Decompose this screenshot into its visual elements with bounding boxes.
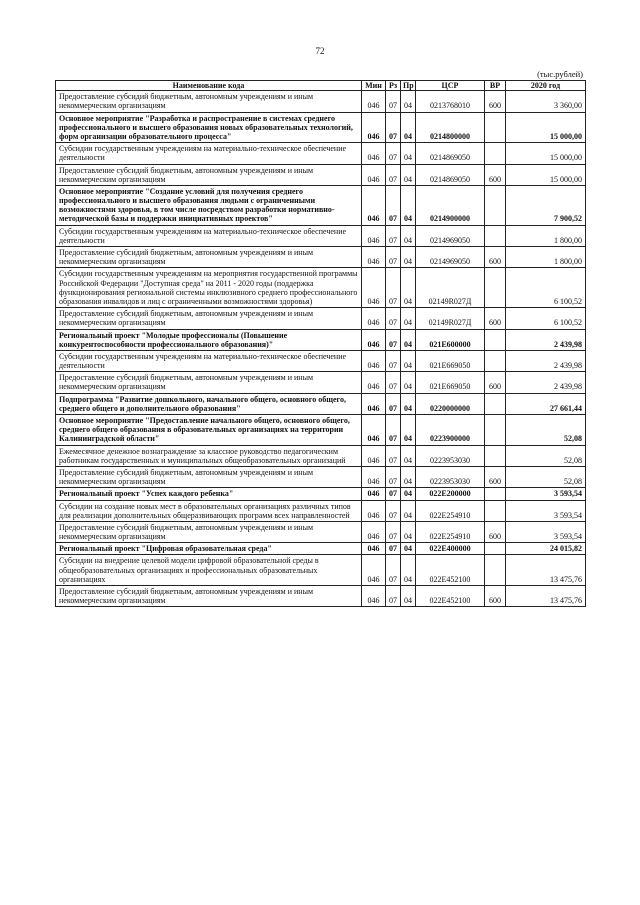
cell-sum: 52,08 <box>506 445 586 466</box>
cell-min: 046 <box>362 112 386 143</box>
cell-csr: 0223953030 <box>416 466 485 487</box>
cell-name: Субсидии государственным учреждениям на материально-техническое обеспечение деятельности <box>56 350 362 371</box>
cell-pr: 04 <box>401 247 416 268</box>
cell-csr: 0214869050 <box>416 143 485 164</box>
table-row <box>56 308 586 329</box>
cell-name: Региональный проект "Успех каждого ребенка" <box>56 488 362 500</box>
units-label: (тыс.рублей) <box>537 69 583 79</box>
table-row <box>56 185 586 225</box>
col-header-pr: Пр <box>401 81 416 91</box>
table-row <box>56 329 586 350</box>
cell-name: Ежемесячное денежное вознаграждение за классное руководство педагогическим работникам государственных и муниципальных общеобразовательных организаций <box>56 445 362 466</box>
cell-csr: 0214900000 <box>416 185 485 225</box>
cell-pr: 04 <box>401 586 416 607</box>
cell-pr: 04 <box>401 445 416 466</box>
cell-csr: 022E200000 <box>416 488 485 500</box>
cell-name: Субсидии на внедрение целевой модели цифровой образовательной среды в общеобразовательных организациях и профессиональных образовательных организациях <box>56 555 362 586</box>
table-row <box>56 466 586 487</box>
cell-name: Предоставление субсидий бюджетным, автономным учреждениям и иным некоммерческим организациям <box>56 164 362 185</box>
cell-rz: 07 <box>386 91 401 112</box>
cell-pr: 04 <box>401 350 416 371</box>
cell-min: 046 <box>362 586 386 607</box>
cell-rz: 07 <box>386 543 401 555</box>
cell-rz: 07 <box>386 521 401 542</box>
cell-rz: 07 <box>386 308 401 329</box>
header-row <box>56 81 586 91</box>
table-row <box>56 91 586 112</box>
cell-rz: 07 <box>386 112 401 143</box>
cell-min: 046 <box>362 247 386 268</box>
cell-min: 046 <box>362 268 386 308</box>
cell-name: Субсидии на создание новых мест в образовательных организациях различных типов для реализации дополнительных общеразвивающих программ всех направленностей <box>56 500 362 521</box>
cell-csr: 022E254910 <box>416 521 485 542</box>
cell-sum: 13 475,76 <box>506 555 586 586</box>
cell-min: 046 <box>362 225 386 246</box>
table-row <box>56 268 586 308</box>
cell-csr: 0214969050 <box>416 247 485 268</box>
cell-pr: 04 <box>401 185 416 225</box>
table-row <box>56 543 586 555</box>
cell-rz: 07 <box>386 225 401 246</box>
cell-csr: 0214969050 <box>416 225 485 246</box>
cell-vr <box>485 415 506 446</box>
cell-sum: 7 900,52 <box>506 185 586 225</box>
cell-min: 046 <box>362 543 386 555</box>
table-row <box>56 350 586 371</box>
cell-pr: 04 <box>401 393 416 414</box>
cell-sum: 3 593,54 <box>506 500 586 521</box>
cell-min: 046 <box>362 350 386 371</box>
cell-sum: 13 475,76 <box>506 586 586 607</box>
cell-vr <box>485 225 506 246</box>
cell-vr: 600 <box>485 372 506 393</box>
table-row <box>56 586 586 607</box>
cell-csr: 022E400000 <box>416 543 485 555</box>
cell-name: Предоставление субсидий бюджетным, автономным учреждениям и иным некоммерческим организациям <box>56 247 362 268</box>
cell-sum: 3 593,54 <box>506 488 586 500</box>
cell-vr <box>485 500 506 521</box>
cell-min: 046 <box>362 500 386 521</box>
cell-pr: 04 <box>401 143 416 164</box>
table-row <box>56 372 586 393</box>
cell-rz: 07 <box>386 329 401 350</box>
cell-sum: 52,08 <box>506 466 586 487</box>
cell-name: Предоставление субсидий бюджетным, автономным учреждениям и иным некоммерческим организациям <box>56 466 362 487</box>
table-row <box>56 415 586 446</box>
table-row <box>56 247 586 268</box>
cell-sum: 6 100,52 <box>506 308 586 329</box>
cell-vr <box>485 393 506 414</box>
cell-vr: 600 <box>485 91 506 112</box>
cell-pr: 04 <box>401 555 416 586</box>
cell-csr: 0214800000 <box>416 112 485 143</box>
table-row <box>56 500 586 521</box>
cell-vr <box>485 555 506 586</box>
cell-rz: 07 <box>386 445 401 466</box>
col-header-name: Наименование кода <box>56 81 362 91</box>
cell-vr <box>485 143 506 164</box>
cell-csr: 0214869050 <box>416 164 485 185</box>
cell-name: Субсидии государственным учреждениям на материально-техническое обеспечение деятельности <box>56 225 362 246</box>
cell-pr: 04 <box>401 112 416 143</box>
cell-vr: 600 <box>485 164 506 185</box>
cell-min: 046 <box>362 329 386 350</box>
cell-min: 046 <box>362 308 386 329</box>
cell-rz: 07 <box>386 500 401 521</box>
cell-sum: 2 439,98 <box>506 372 586 393</box>
cell-min: 046 <box>362 393 386 414</box>
cell-pr: 04 <box>401 543 416 555</box>
cell-name: Субсидии государственным учреждениям на мероприятия государственной программы Российской Федерации "Доступная среда" на 2011 - 2020 годы (поддержка функционирования региональной системы инклюзивного среднего профессионального образования инвалидов и лиц с ограниченными возможностями здоровья) <box>56 268 362 308</box>
cell-sum: 15 000,00 <box>506 164 586 185</box>
cell-rz: 07 <box>386 466 401 487</box>
cell-rz: 07 <box>386 586 401 607</box>
table-row <box>56 143 586 164</box>
cell-rz: 07 <box>386 555 401 586</box>
cell-csr: 021E669050 <box>416 350 485 371</box>
cell-rz: 07 <box>386 350 401 371</box>
cell-sum: 2 439,98 <box>506 350 586 371</box>
col-header-sum: 2020 год <box>506 81 586 91</box>
cell-pr: 04 <box>401 521 416 542</box>
cell-sum: 15 000,00 <box>506 112 586 143</box>
table-row <box>56 112 586 143</box>
cell-rz: 07 <box>386 488 401 500</box>
cell-rz: 07 <box>386 247 401 268</box>
cell-vr <box>485 268 506 308</box>
cell-min: 046 <box>362 555 386 586</box>
cell-name: Основное мероприятие "Создание условий для получения среднего профессионального и высшего образования людьми с ограниченными возможностями здоровья, в том числе посредством разработки нормативно- методической базы и поддержки инициативных проектов" <box>56 185 362 225</box>
cell-rz: 07 <box>386 143 401 164</box>
col-header-rz: Рз <box>386 81 401 91</box>
cell-vr: 600 <box>485 247 506 268</box>
page-number: 72 <box>315 46 325 56</box>
cell-name: Предоставление субсидий бюджетным, автономным учреждениям и иным некоммерческим организациям <box>56 91 362 112</box>
cell-csr: 022E254910 <box>416 500 485 521</box>
table-row <box>56 164 586 185</box>
cell-sum: 3 360,00 <box>506 91 586 112</box>
cell-pr: 04 <box>401 268 416 308</box>
cell-rz: 07 <box>386 372 401 393</box>
cell-sum: 1 800,00 <box>506 247 586 268</box>
cell-rz: 07 <box>386 268 401 308</box>
table-row <box>56 225 586 246</box>
cell-vr <box>485 445 506 466</box>
table-row <box>56 393 586 414</box>
cell-csr: 022E452100 <box>416 555 485 586</box>
cell-name: Предоставление субсидий бюджетным, автономным учреждениям и иным некоммерческим организациям <box>56 308 362 329</box>
cell-pr: 04 <box>401 225 416 246</box>
cell-sum: 3 593,54 <box>506 521 586 542</box>
cell-min: 046 <box>362 415 386 446</box>
cell-min: 046 <box>362 521 386 542</box>
cell-min: 046 <box>362 488 386 500</box>
cell-min: 046 <box>362 91 386 112</box>
cell-pr: 04 <box>401 308 416 329</box>
cell-vr <box>485 543 506 555</box>
cell-name: Субсидии государственным учреждениям на материально-техническое обеспечение деятельности <box>56 143 362 164</box>
cell-min: 046 <box>362 466 386 487</box>
cell-csr: 021E600000 <box>416 329 485 350</box>
cell-name: Подпрограмма "Развитие дошкольного, начального общего, основного общего, среднего общего и дополнительного образования" <box>56 393 362 414</box>
cell-pr: 04 <box>401 415 416 446</box>
cell-vr: 600 <box>485 466 506 487</box>
cell-pr: 04 <box>401 329 416 350</box>
cell-sum: 24 015,82 <box>506 543 586 555</box>
cell-rz: 07 <box>386 185 401 225</box>
cell-rz: 07 <box>386 164 401 185</box>
cell-min: 046 <box>362 143 386 164</box>
cell-min: 046 <box>362 445 386 466</box>
cell-vr <box>485 185 506 225</box>
table-row <box>56 445 586 466</box>
cell-csr: 022E452100 <box>416 586 485 607</box>
cell-sum: 15 000,00 <box>506 143 586 164</box>
cell-sum: 52,08 <box>506 415 586 446</box>
table-row <box>56 555 586 586</box>
cell-name: Региональный проект "Цифровая образовательная среда" <box>56 543 362 555</box>
cell-min: 046 <box>362 372 386 393</box>
cell-sum: 2 439,98 <box>506 329 586 350</box>
cell-rz: 07 <box>386 393 401 414</box>
cell-csr: 02149R027Д <box>416 308 485 329</box>
cell-name: Основное мероприятие "Разработка и распространение в системах среднего профессионального и высшего образования новых образовательных технологий, форм организации образовательного процесса" <box>56 112 362 143</box>
cell-sum: 27 661,44 <box>506 393 586 414</box>
cell-pr: 04 <box>401 500 416 521</box>
cell-vr <box>485 329 506 350</box>
cell-csr: 0223953030 <box>416 445 485 466</box>
cell-name: Предоставление субсидий бюджетным, автономным учреждениям и иным некоммерческим организациям <box>56 586 362 607</box>
cell-name: Предоставление субсидий бюджетным, автономным учреждениям и иным некоммерческим организациям <box>56 372 362 393</box>
cell-csr: 0213768010 <box>416 91 485 112</box>
cell-pr: 04 <box>401 164 416 185</box>
col-header-csr: ЦСР <box>416 81 485 91</box>
cell-rz: 07 <box>386 415 401 446</box>
budget-table <box>55 80 586 607</box>
table-row <box>56 488 586 500</box>
cell-sum: 6 100,52 <box>506 268 586 308</box>
cell-pr: 04 <box>401 372 416 393</box>
cell-csr: 0220000000 <box>416 393 485 414</box>
cell-name: Региональный проект "Молодые профессионалы (Повышение конкурентоспособности профессионального образования)" <box>56 329 362 350</box>
cell-vr <box>485 488 506 500</box>
cell-pr: 04 <box>401 91 416 112</box>
cell-sum: 1 800,00 <box>506 225 586 246</box>
cell-min: 046 <box>362 164 386 185</box>
cell-pr: 04 <box>401 488 416 500</box>
cell-csr: 02149R027Д <box>416 268 485 308</box>
cell-csr: 0223900000 <box>416 415 485 446</box>
cell-csr: 021E669050 <box>416 372 485 393</box>
col-header-vr: ВР <box>485 81 506 91</box>
cell-name: Основное мероприятие "Предоставление начального общего, основного общего, среднего общего образования в образовательных организациях на территории Калининградской области" <box>56 415 362 446</box>
cell-pr: 04 <box>401 466 416 487</box>
col-header-min: Мин <box>362 81 386 91</box>
cell-vr: 600 <box>485 521 506 542</box>
cell-vr <box>485 350 506 371</box>
cell-vr: 600 <box>485 308 506 329</box>
cell-vr: 600 <box>485 586 506 607</box>
cell-vr <box>485 112 506 143</box>
cell-min: 046 <box>362 185 386 225</box>
table-row <box>56 521 586 542</box>
cell-name: Предоставление субсидий бюджетным, автономным учреждениям и иным некоммерческим организациям <box>56 521 362 542</box>
